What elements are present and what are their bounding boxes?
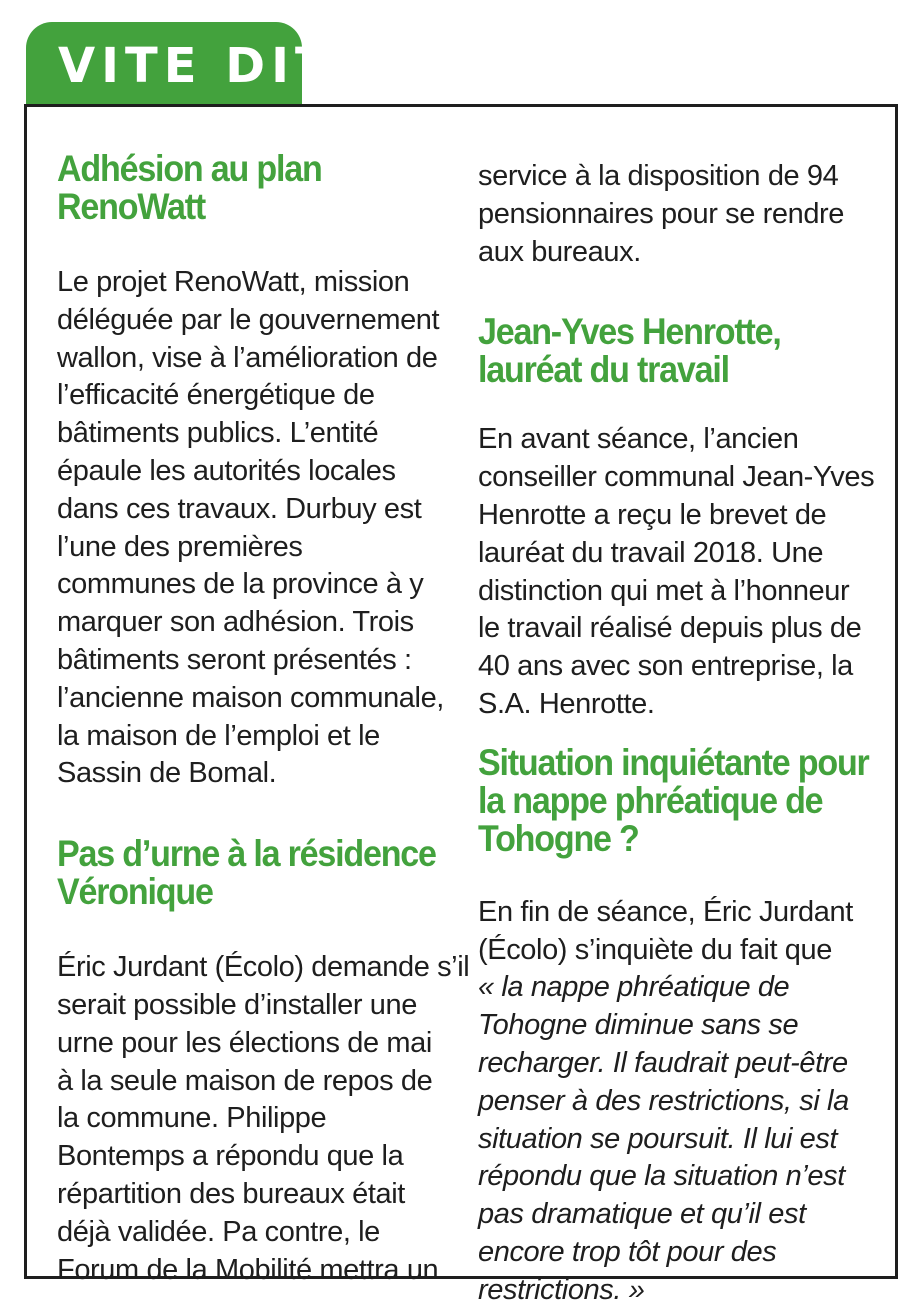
section-title: VITE DIT xyxy=(58,38,334,94)
body-line: à la seule maison de repos de xyxy=(57,1064,433,1097)
body-line: urne pour les élections de mai xyxy=(57,1026,432,1059)
body-line: communes de la province à y xyxy=(57,568,424,601)
body-line: S.A. Henrotte. xyxy=(478,687,655,720)
body-line: serait possible d’installer une xyxy=(57,988,417,1021)
article-body-urne-continued xyxy=(478,158,873,271)
body-line: épaule les autorités locales xyxy=(57,454,396,487)
quote-line: encore trop tôt pour des xyxy=(478,1235,777,1268)
body-line: marquer son adhésion. Trois xyxy=(57,606,414,639)
body-line: l’ancienne maison communale, xyxy=(57,681,444,714)
body-line: (Écolo) s’inquiète du fait que xyxy=(478,933,832,966)
article-title-henrotte xyxy=(478,313,841,389)
body-line: le travail réalisé depuis plus de xyxy=(478,612,862,645)
body-line: Sassin de Bomal. xyxy=(57,757,277,790)
body-line: Henrotte a reçu le brevet de xyxy=(478,498,827,531)
body-line: 40 ans avec son entreprise, la xyxy=(478,650,853,683)
title-line: Jean-Yves Henrotte, xyxy=(478,311,781,353)
title-line: Adhésion au plan xyxy=(57,148,322,189)
title-line: Véronique xyxy=(57,871,213,913)
body-line: déjà validée. Pa contre, le xyxy=(57,1215,380,1248)
body-line: bâtiments publics. L’entité xyxy=(57,417,379,450)
body-line: bâtiments seront présentés : xyxy=(57,643,412,676)
article-title-nappe xyxy=(478,741,869,859)
article-body-nappe xyxy=(478,894,873,1310)
body-line: l’efficacité énergétique de xyxy=(57,379,375,412)
body-line: aux bureaux. xyxy=(478,235,641,268)
body-line: répartition des bureaux était xyxy=(57,1177,405,1210)
body-line: la maison de l’emploi et le xyxy=(57,719,380,752)
body-line: pensionnaires pour se rendre xyxy=(478,197,845,230)
body-line: wallon, vise à l’amélioration de xyxy=(57,341,438,374)
title-line: Tohogne ? xyxy=(478,817,639,859)
body-line: distinction qui met à l’honneur xyxy=(478,574,850,607)
quote-line: « la nappe phréatique de xyxy=(478,971,790,1004)
article-body-renowatt xyxy=(57,264,452,793)
body-line: En avant séance, l’ancien xyxy=(478,423,799,456)
left-column xyxy=(57,148,470,1289)
article-body-henrotte xyxy=(478,421,873,723)
title-line: la nappe phréatique de xyxy=(478,779,823,821)
body-line: l’une des premières xyxy=(57,530,303,563)
right-column xyxy=(478,158,873,1310)
title-line: Pas d’urne à la résidence xyxy=(57,833,436,875)
article-title-renowatt xyxy=(57,150,420,226)
body-line: la commune. Philippe xyxy=(57,1102,327,1135)
article-body-urne xyxy=(57,949,470,1289)
title-line: lauréat du travail xyxy=(478,349,729,391)
body-line: En fin de séance, Éric Jurdant xyxy=(478,895,853,928)
quote-line: situation se poursuit. Il lui est xyxy=(478,1122,838,1155)
body-line: déléguée par le gouvernement xyxy=(57,303,440,336)
body-line: Le projet RenoWatt, mission xyxy=(57,266,410,298)
body-line: Bontemps a répondu que la xyxy=(57,1140,404,1173)
body-line: lauréat du travail 2018. Une xyxy=(478,536,824,569)
title-line: Situation inquiétante pour xyxy=(478,741,869,783)
title-line: RenoWatt xyxy=(57,186,206,227)
body-line: dans ces travaux. Durbuy est xyxy=(57,492,422,525)
quote-line: recharger. Il faudrait peut-être xyxy=(478,1046,848,1079)
body-line: service à la disposition de 94 xyxy=(478,160,839,192)
quote-line: Tohogne diminue sans se xyxy=(478,1009,799,1042)
body-line: conseiller communal Jean-Yves xyxy=(478,461,875,494)
quote-line: pas dramatique et qu’il est xyxy=(478,1198,806,1231)
quote-line: restrictions. » xyxy=(478,1273,645,1306)
quote-line: répondu que la situation n’est xyxy=(478,1160,845,1193)
body-line: Forum de la Mobilité mettra un xyxy=(57,1253,439,1286)
quote-line: penser à des restrictions, si la xyxy=(478,1084,849,1117)
body-line: Éric Jurdant (Écolo) demande s’il xyxy=(57,951,470,984)
article-title-urne xyxy=(57,833,436,913)
